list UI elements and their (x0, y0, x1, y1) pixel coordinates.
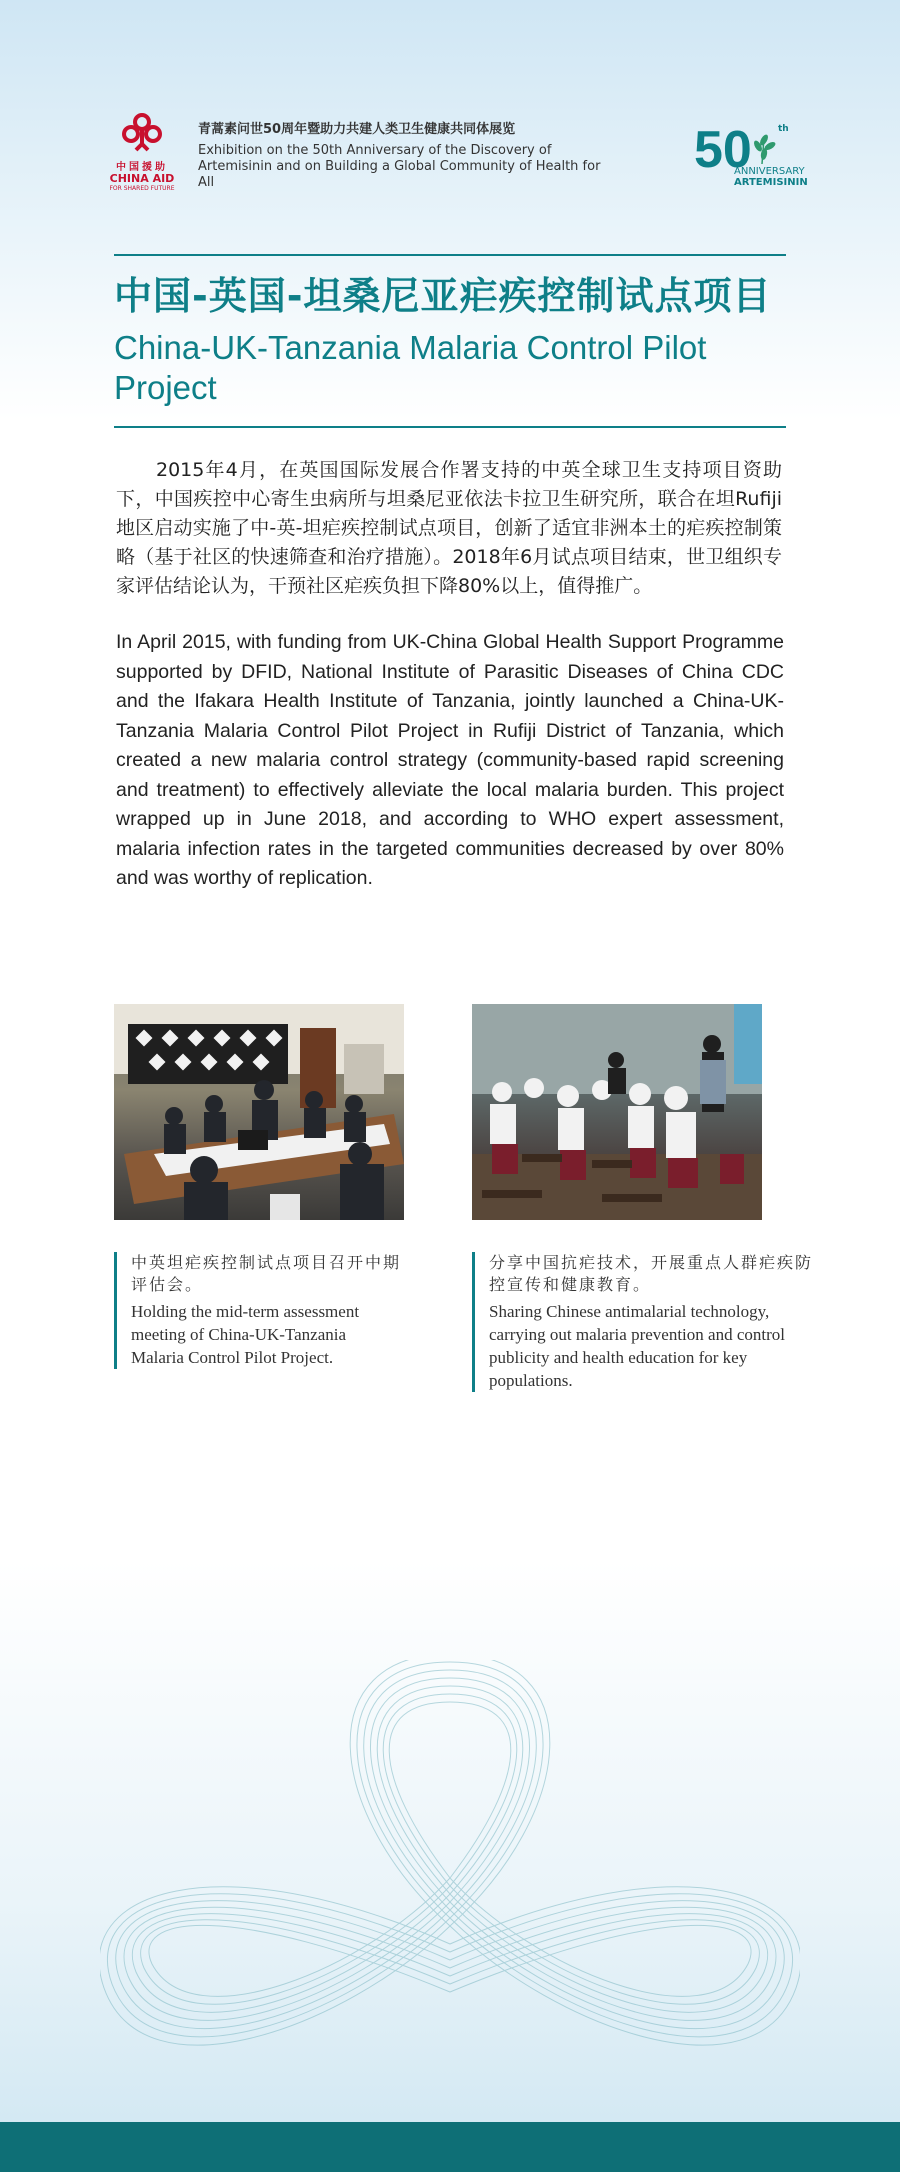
anniversary-number: 50 (694, 121, 752, 179)
exhibition-title-cn: 青蒿素问世50周年暨助力共建人类卫生健康共同体展览 (198, 122, 516, 137)
caption-1 (114, 1252, 401, 1369)
footer-bar (0, 2122, 900, 2172)
decorative-ribbon (100, 1660, 800, 2120)
anniversary-brand: ARTEMISININ (734, 177, 808, 188)
china-aid-logo (104, 112, 180, 193)
exhibition-title (198, 118, 618, 191)
caption-2-en: Sharing Chinese antimalarial technology, carrying out malaria prevention and control publicity and health education for key populations. (489, 1302, 785, 1390)
caption-2 (472, 1252, 813, 1392)
page-title-en: China-UK-Tanzania Malaria Control Pilot Project (114, 329, 707, 406)
body-paragraph-cn: 2015年4月，在英国国际发展合作署支持的中英全球卫生支持项目资助下，中国疾控中心寄生虫病所与坦桑尼亚依法卡拉卫生研究所，联合在坦Rufiji地区启动实施了中-英-坦疟疾控制试点项目，创新了适宜非洲本土的疟疾控制策略（基于社区的快速筛查和治疗措施）。2018年6月试点项目结束，世卫组织专家评估结论认为，干预社区疟疾负担下降80%以上，值得推广。 (116, 459, 782, 597)
exhibition-title-en: Exhibition on the 50th Anniversary of the Discovery of Artemisinin and on Building a Global Community of Health for All (198, 143, 601, 190)
title-bottom-rule (114, 426, 786, 428)
classroom-photo (472, 1004, 762, 1220)
title-top-rule (114, 254, 786, 256)
china-aid-cn: 中国援助 (116, 162, 168, 173)
china-knot-icon (118, 112, 166, 156)
anniversary-label: ANNIVERSARY (734, 166, 805, 177)
body-paragraph-en: In April 2015, with funding from UK-China Global Health Support Programme supported by DFID, National Institute of Parasitic Diseases of China CDC and the Ifakara Health Institute of Tanzania, jointly launched a China-UK-Tanzania Malaria Control Pilot Project in Rufiji District of Tanzania, which created a new malaria control strategy (community-based rapid screening and treatment) to effectively alleviate the local malaria burden. This project wrapped up in June 2018, and according to WHO expert assessment, malaria infection rates in the targeted communities decreased by over 80% and was worthy of replication. (116, 631, 784, 889)
meeting-photo (114, 1004, 404, 1220)
caption-1-en: Holding the mid-term assessment meeting of China-UK-Tanzania Malaria Control Pilot Project. (131, 1302, 360, 1367)
header (104, 106, 808, 206)
caption-2-cn: 分享中国抗疟技术，开展重点人群疟疾防控宣传和健康教育。 (489, 1253, 814, 1294)
caption-1-cn: 中英坦疟疾控制试点项目召开中期评估会。 (131, 1253, 402, 1294)
china-aid-en: CHINA AID (109, 172, 175, 185)
anniversary-suffix: th (778, 124, 789, 134)
anniversary-logo (694, 120, 808, 196)
page-title-cn: 中国-英国-坦桑尼亚疟疾控制试点项目 (114, 274, 772, 318)
china-aid-tagline: FOR SHARED FUTURE (109, 185, 175, 192)
artemisia-leaf-icon (734, 134, 778, 166)
